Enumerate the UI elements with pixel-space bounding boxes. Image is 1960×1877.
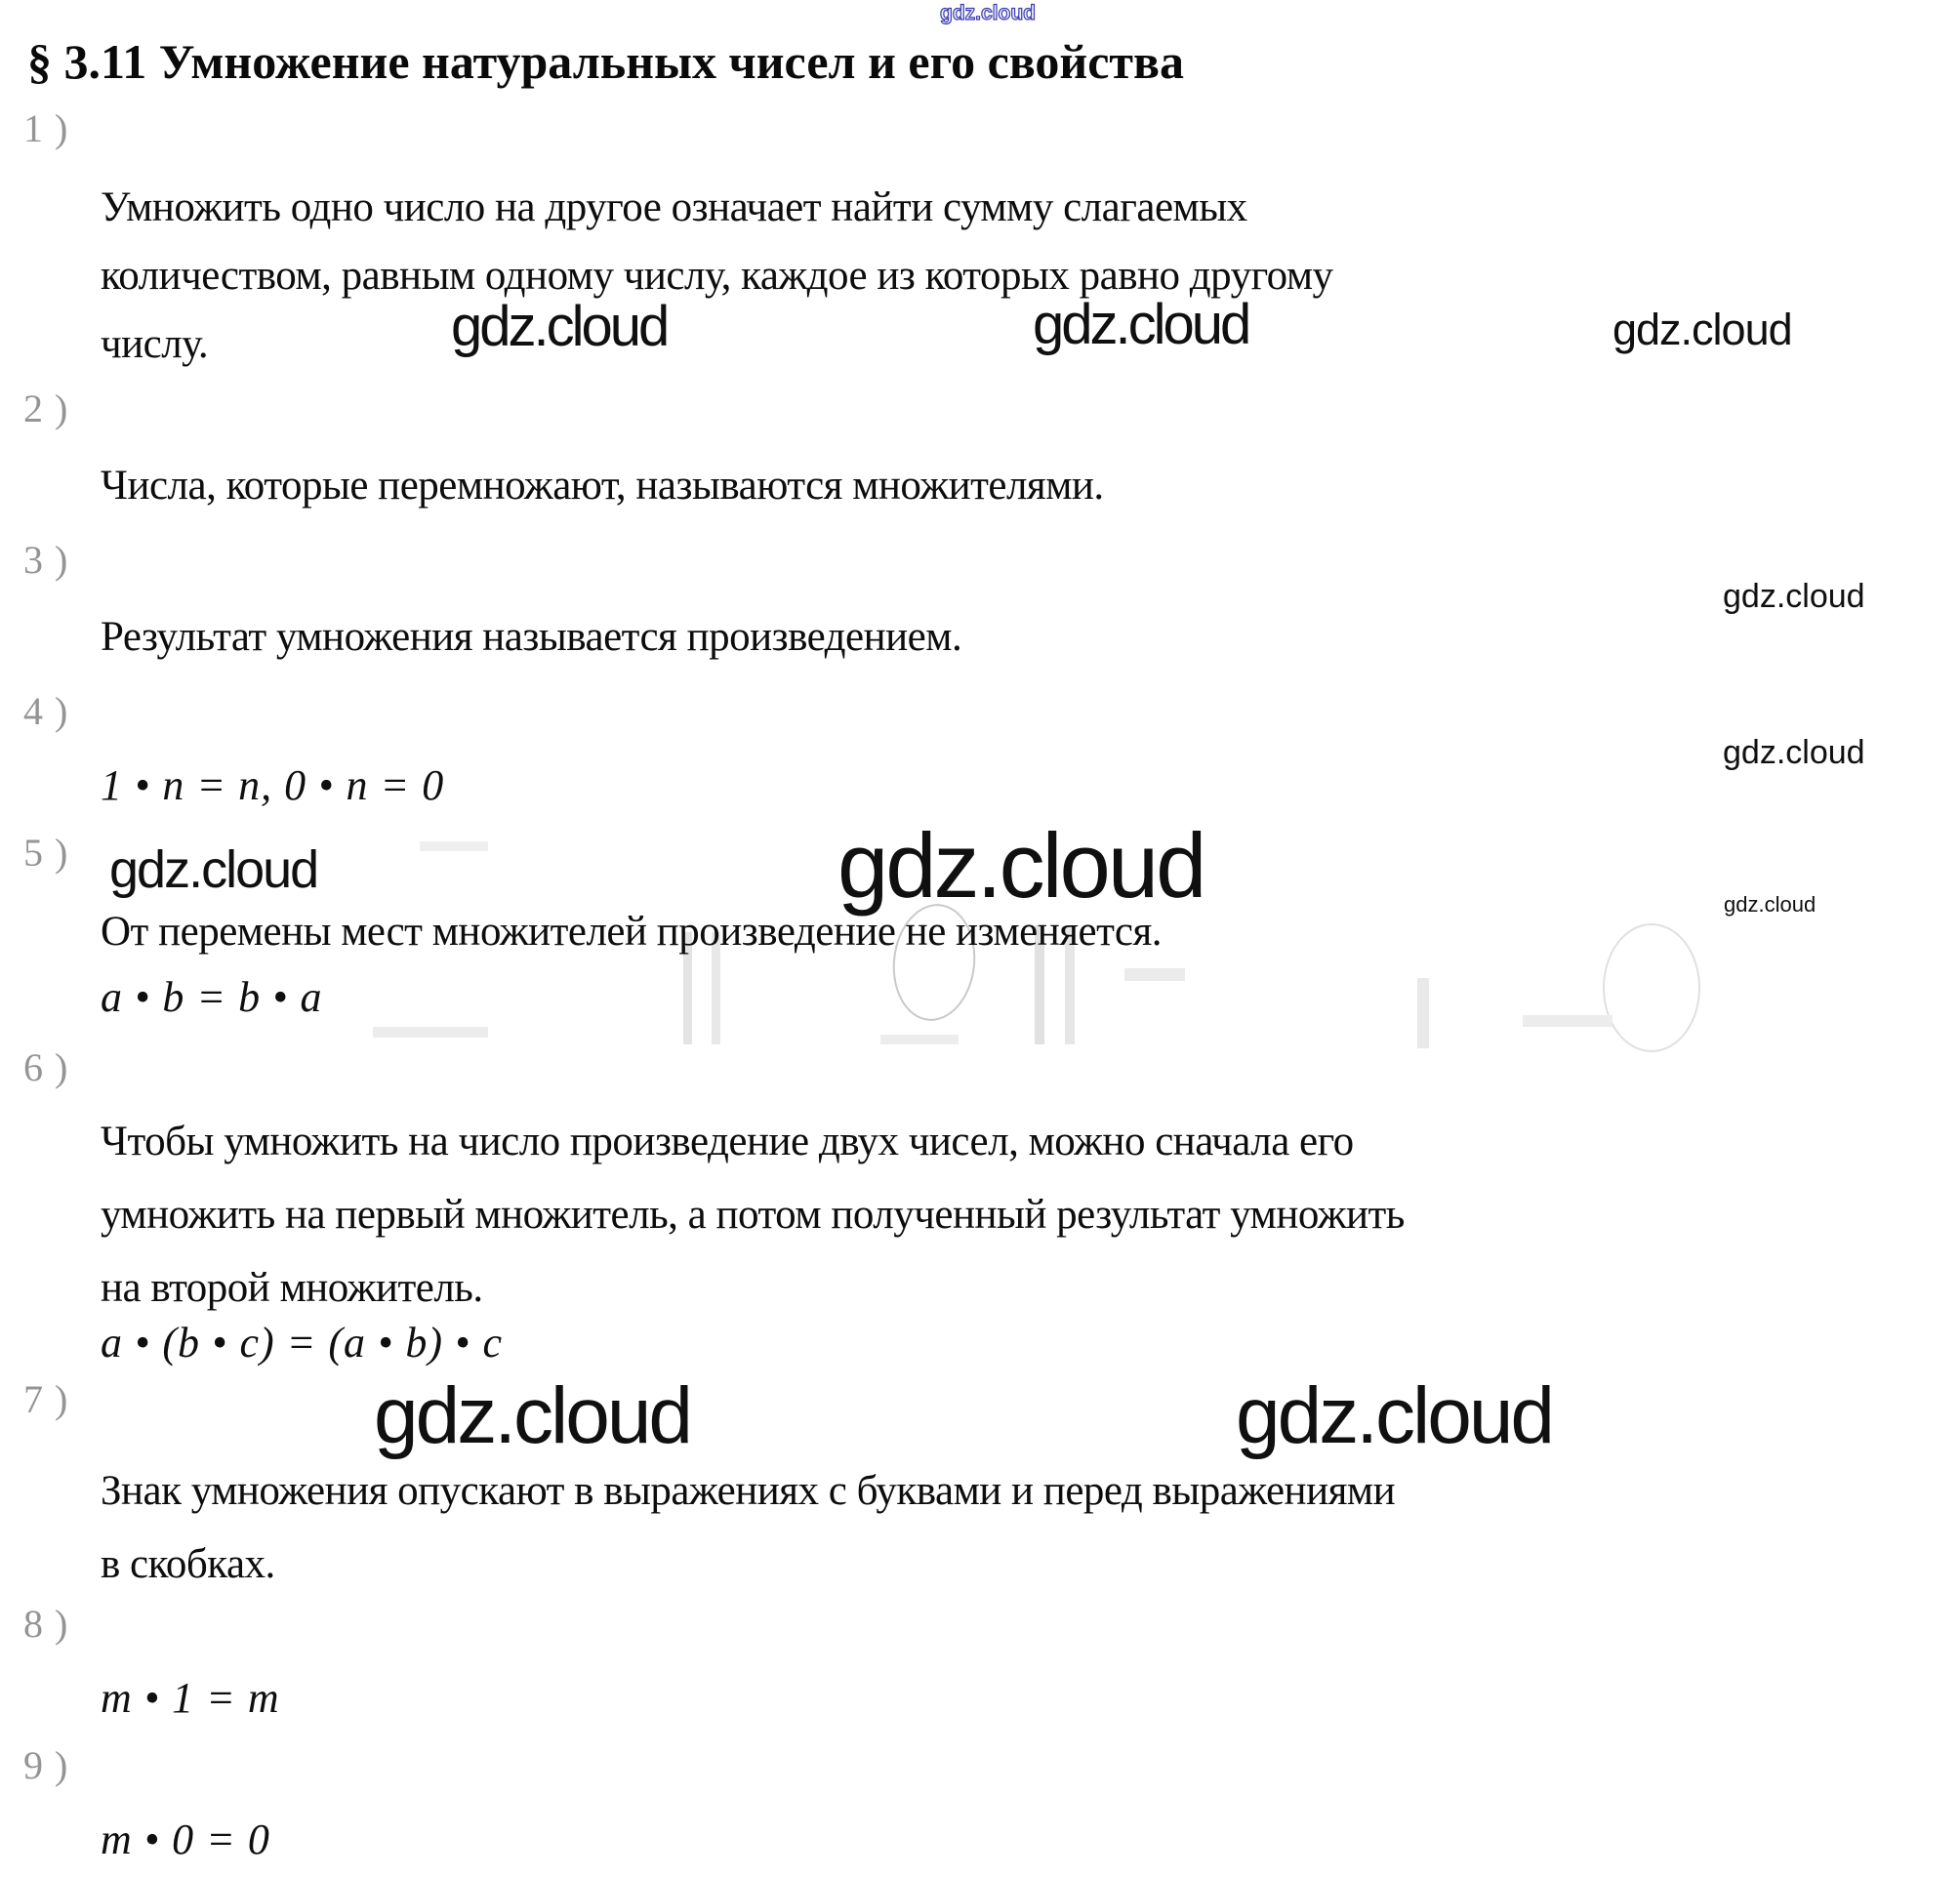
list-marker-3: 3) (23, 538, 80, 582)
item-6-line-3: на второй множитель. (101, 1265, 483, 1311)
item-5-line-1: От перемены мест множителей произведение не изменяется. (101, 909, 1163, 955)
item-8-formula: m • 1 = m (101, 1674, 280, 1722)
list-marker-8: 8) (23, 1602, 80, 1646)
list-marker-5: 5) (23, 831, 80, 875)
inline-watermark: gdz.cloud (451, 295, 668, 358)
list-marker-7: 7) (23, 1377, 80, 1421)
item-3-line-1: Результат умножения называется произведением. (101, 614, 962, 660)
item-5-formula: a • b = b • a (101, 973, 323, 1021)
item-2-line-1: Числа, которые перемножают, называются множителями. (101, 463, 1104, 509)
faint-artifact (420, 841, 488, 851)
faint-artifact (1603, 923, 1700, 1052)
item-1-line-3: числу. (101, 321, 209, 367)
inline-watermark: gdz.cloud (1236, 1371, 1553, 1460)
faint-artifact (880, 1035, 959, 1044)
list-marker-1: 1) (23, 106, 80, 150)
faint-artifact (1523, 1015, 1613, 1027)
side-watermark: gdz.cloud (1723, 734, 1865, 771)
item-1-line-1: Умножить одно число на другое означает найти сумму слагаемых (101, 184, 1247, 230)
inline-watermark: gdz.cloud (1033, 293, 1249, 356)
item-6-line-1: Чтобы умножить на число произведение двух чисел, можно сначала его (101, 1119, 1354, 1164)
item-7-line-1: Знак умножения опускают в выражениях с буквами и перед выражениями (101, 1468, 1396, 1514)
item-6-formula: a • (b • c) = (a • b) • c (101, 1319, 503, 1367)
inline-watermark: gdz.cloud (109, 840, 318, 899)
faint-artifact (1417, 978, 1429, 1048)
item-1-line-2: количеством, равным одному числу, каждое из которых равно другому (101, 253, 1333, 299)
item-9-formula: m • 0 = 0 (101, 1816, 270, 1863)
list-marker-6: 6) (23, 1045, 80, 1089)
faint-artifact (373, 1027, 488, 1038)
inline-watermark: gdz.cloud (837, 814, 1205, 917)
page-title: § 3.11 Умножение натуральных чисел и его свойства (27, 34, 1184, 89)
side-watermark: gdz.cloud (1724, 892, 1817, 917)
item-7-line-2: в скобках. (101, 1541, 275, 1587)
faint-artifact (1124, 968, 1185, 981)
list-marker-9: 9) (23, 1743, 80, 1787)
inline-watermark: gdz.cloud (1613, 305, 1792, 354)
item-6-line-2: умножить на первый множитель, а потом полученный результат умножить (101, 1192, 1405, 1238)
list-marker-2: 2) (23, 387, 80, 430)
side-watermark: gdz.cloud (1723, 578, 1865, 615)
top-watermark: gdz.cloud (940, 2, 1036, 24)
item-4-formula: 1 • n = n, 0 • n = 0 (101, 761, 445, 809)
list-marker-4: 4) (23, 689, 80, 733)
inline-watermark: gdz.cloud (374, 1371, 691, 1460)
